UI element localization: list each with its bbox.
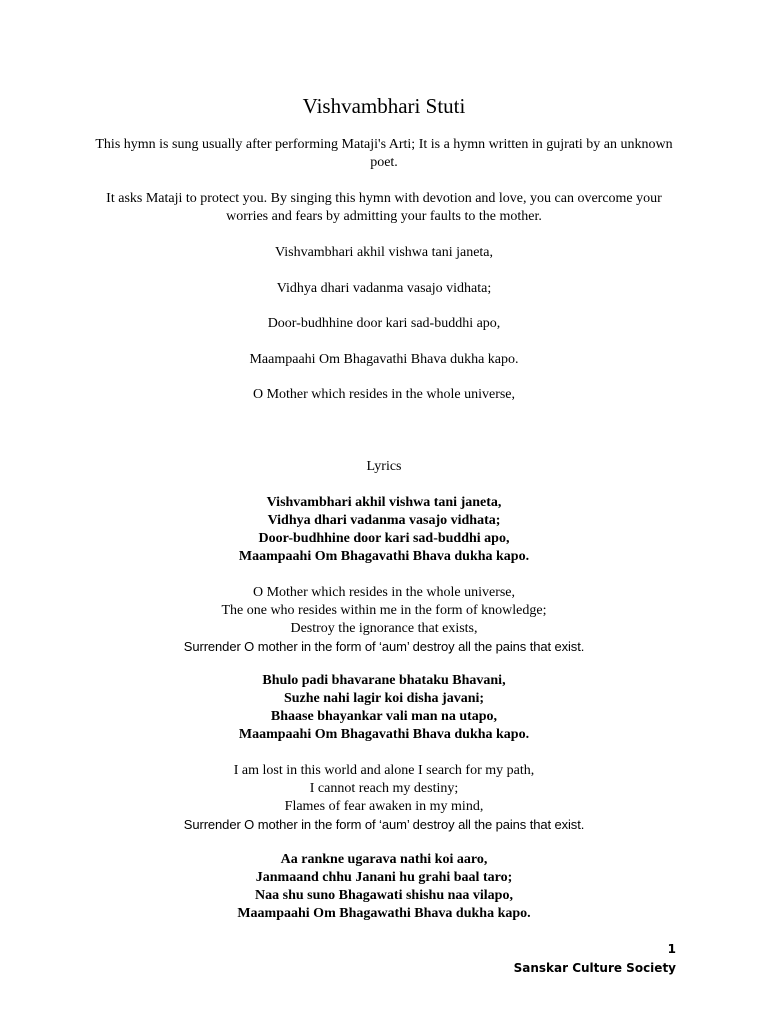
lyric-line: Vidhya dhari vadanma vasajo vidhata;: [267, 513, 501, 528]
translation-stanza-1: [84, 584, 684, 656]
lyric-line: Aa rankne ugarava nathi koi aaro,: [280, 852, 488, 867]
page-number: 1: [667, 942, 676, 956]
intro-paragraph-1: This hymn is sung usually after performing Mataji's Arti; It is a hymn written in gujrati by an unknown poet.: [95, 137, 673, 170]
preview-line: Vidhya dhari vadanma vasajo vidhata;: [276, 281, 492, 296]
document-title: Vishvambhari Stuti: [302, 94, 466, 118]
lyrics-stanza-1: [84, 494, 684, 566]
lyric-line: Bhaase bhayankar vali man na utapo,: [270, 709, 498, 724]
lyrics-stanza-2: [84, 672, 684, 744]
lyric-line: Janmaand chhu Janani hu grahi baal taro;: [255, 870, 513, 885]
lyrics-heading: Lyrics: [366, 459, 402, 474]
lyric-line: Naa shu suno Bhagawati shishu naa vilapo,: [255, 888, 513, 903]
lyric-line: Bhulo padi bhavarane bhataku Bhavani,: [262, 673, 506, 688]
intro-paragraph-2: It asks Mataji to protect you. By singing this hymn with devotion and love, you can overcome your worries and fears by admitting your faults to the mother.: [106, 191, 662, 224]
lyric-line: Door-budhhine door kari sad-buddhi apo,: [258, 531, 510, 546]
footer-organization: Sanskar Culture Society: [513, 961, 676, 975]
lyric-line: Vishvambhari akhil vishwa tani janeta,: [266, 495, 502, 510]
preview-line: O Mother which resides in the whole universe,: [252, 387, 516, 402]
translation-line: I cannot reach my destiny;: [309, 781, 459, 796]
translation-line: I am lost in this world and alone I search for my path,: [233, 763, 535, 778]
lyric-line: Maampaahi Om Bhagawathi Bhava dukha kapo.: [237, 906, 531, 921]
preview-line: Door-budhhine door kari sad-buddhi apo,: [267, 316, 501, 331]
lyric-line: Maampaahi Om Bhagavathi Bhava dukha kapo.: [238, 727, 530, 742]
translation-line: Surrender O mother in the form of ‘aum’ destroy all the pains that exist.: [183, 639, 585, 654]
translation-stanza-2: [84, 762, 684, 834]
preview-line: Vishvambhari akhil vishwa tani janeta,: [274, 245, 494, 260]
preview-line: Maampaahi Om Bhagavathi Bhava dukha kapo.: [249, 352, 519, 367]
translation-line: Flames of fear awaken in my mind,: [284, 799, 484, 814]
translation-line: Surrender O mother in the form of ‘aum’ destroy all the pains that exist.: [183, 817, 585, 832]
lyrics-stanza-3: [84, 851, 684, 923]
translation-line: The one who resides within me in the form of knowledge;: [221, 603, 547, 618]
lyric-line: Maampaahi Om Bhagavathi Bhava dukha kapo.: [238, 549, 530, 564]
translation-line: O Mother which resides in the whole universe,: [252, 585, 516, 600]
translation-line: Destroy the ignorance that exists,: [290, 621, 478, 636]
lyric-line: Suzhe nahi lagir koi disha javani;: [283, 691, 485, 706]
